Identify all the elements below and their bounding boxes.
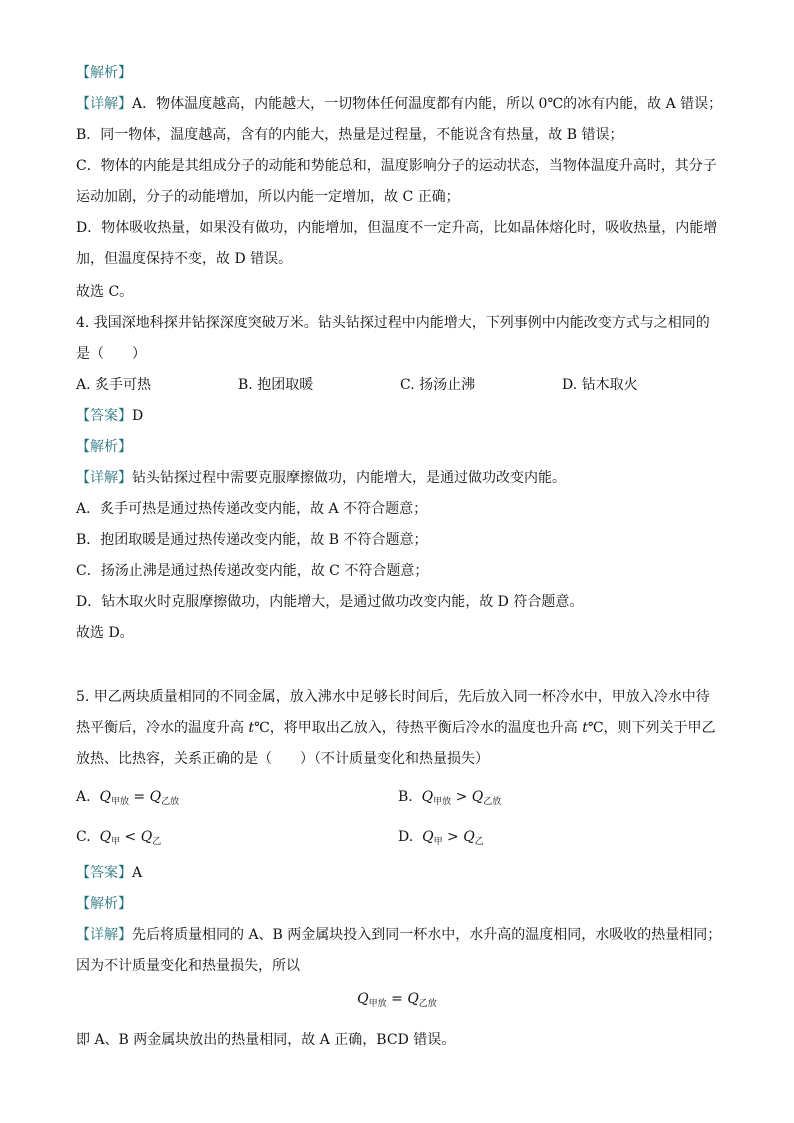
symbol-q: Q xyxy=(471,789,484,805)
subscript: 乙放 xyxy=(161,797,180,807)
analysis-heading: 【解析】 xyxy=(76,896,132,912)
explanation-line-b: B．抱团取暖是通过热传递改变内能，故 B 不符合题意； xyxy=(76,532,428,548)
detail-tag: 【详解】 xyxy=(76,96,132,112)
symbol-q: Q xyxy=(463,829,475,845)
symbol-q: Q xyxy=(99,789,111,805)
symbol-q: Q xyxy=(140,829,153,845)
operator: < xyxy=(120,829,141,845)
subscript: 乙放 xyxy=(418,999,437,1009)
explanation-line-d: D．钻木取火时克服摩擦做功，内能增大，是通过做功改变内能，故 D 符合题意。 xyxy=(76,594,584,610)
operator: > xyxy=(451,789,472,805)
symbol-q: Q xyxy=(421,789,434,805)
question-4-stem-cont: 是（ ） xyxy=(76,346,146,362)
question-5-stem-cont xyxy=(76,717,746,739)
symbol-q: Q xyxy=(99,829,112,845)
answer-tag: 【答案】 xyxy=(76,408,132,424)
symbol-q: Q xyxy=(357,991,369,1007)
answer-line xyxy=(76,862,746,884)
detail-line xyxy=(76,93,746,115)
operator: > xyxy=(442,829,464,845)
stem-text: ℃，将甲取出乙放入，待热平衡后冷水的温度也升高 xyxy=(254,720,583,736)
detail-line xyxy=(76,924,746,946)
subscript: 甲 xyxy=(111,837,121,847)
subscript: 甲放 xyxy=(368,999,387,1009)
answer-tag: 【答案】 xyxy=(76,865,132,881)
analysis-heading: 【解析】 xyxy=(76,65,132,81)
explanation-line-a: A．炙手可热是通过热传递改变内能，故 A 不符合题意； xyxy=(76,501,428,517)
option-b: B. 抱团取暖 xyxy=(238,377,314,393)
equation xyxy=(0,991,794,1009)
detail-text: A．物体温度越高，内能越大，一切物体任何温度都有内能，所以 0℃的冰有内能，故 A 错误； xyxy=(132,96,723,112)
explanation-line-b: B．同一物体，温度越高，含有的内能大，热量是过程量，不能说含有热量，故 B 错误； xyxy=(76,127,624,143)
operator: = xyxy=(386,991,408,1007)
explanation-line-c2: 运动加剧，分子的动能增加，所以内能一定增加，故 C 正确； xyxy=(76,189,460,205)
subscript: 乙 xyxy=(152,837,162,847)
detail-tag: 【详解】 xyxy=(76,927,132,943)
explanation-line-d2: 加，但温度保持不变，故 D 错误。 xyxy=(76,251,293,267)
explanation-line-d1: D．物体吸收热量，如果没有做功，内能增加，但温度不一定升高，比如晶体熔化时，吸收热量，内能增 xyxy=(76,220,718,236)
explanation-line-c: C．扬汤止沸是通过热传递改变内能，故 C 不符合题意； xyxy=(76,563,429,579)
detail-line-cont: 因为不计质量变化和热量损失，所以 xyxy=(76,958,300,974)
detail-text: 先后将质量相同的 A、B 两金属块投入到同一杯水中，水升高的温度相同，水吸收的热量相同； xyxy=(132,927,722,943)
detail-text: 钻头钻探过程中需要克服摩擦做功，内能增大，是通过做功改变内能。 xyxy=(132,470,566,486)
question-5-stem-cont: 放热、比热容，关系正确的是（ ）（不计质量变化和热量损失） xyxy=(76,751,489,767)
final-line: 即 A、B 两金属块放出的热量相同，故 A 正确，BCD 错误。 xyxy=(76,1032,456,1048)
question-4-stem: 4. 我国深地科探井钻探深度突破万米。钻头钻探过程中内能增大，下列事例中内能改变方式与之相同的 xyxy=(76,315,710,331)
option-d: D. 钻木取火 xyxy=(562,377,638,393)
option-label: D. xyxy=(398,829,414,845)
subscript: 乙放 xyxy=(483,797,502,807)
answer-line xyxy=(76,405,746,427)
subscript: 甲放 xyxy=(433,797,452,807)
option-c xyxy=(76,826,161,853)
stem-text: ℃，则下列关于甲乙 xyxy=(587,720,716,736)
option-b xyxy=(398,786,501,813)
subscript: 甲放 xyxy=(110,797,129,807)
subscript: 甲 xyxy=(433,837,443,847)
option-a xyxy=(76,786,179,813)
subscript: 乙 xyxy=(474,837,484,847)
conclusion: 故选 C。 xyxy=(76,284,134,300)
symbol-q: Q xyxy=(422,829,434,845)
explanation-line-c1: C．物体的内能是其组成分子的动能和势能总和，温度影响分子的运动状态，当物体温度升高时，其分子 xyxy=(76,158,717,174)
variable-t: t xyxy=(582,720,588,736)
answer-value: D xyxy=(132,408,144,424)
option-a: A. 炙手可热 xyxy=(76,377,152,393)
stem-text: 热平衡后，冷水的温度升高 xyxy=(76,720,249,736)
conclusion: 故选 D。 xyxy=(76,625,134,641)
symbol-q: Q xyxy=(407,991,419,1007)
analysis-heading: 【解析】 xyxy=(76,439,132,455)
option-c: C. 扬汤止沸 xyxy=(400,377,476,393)
question-5-stem: 5. 甲乙两块质量相同的不同金属，放入沸水中足够长时间后，先后放入同一杯冷水中，甲放入冷水中待 xyxy=(76,689,710,705)
variable-t: t xyxy=(248,720,255,736)
detail-tag: 【详解】 xyxy=(76,470,132,486)
option-label: A. xyxy=(76,789,91,805)
answer-value: A xyxy=(132,865,143,881)
detail-line xyxy=(76,467,746,489)
symbol-q: Q xyxy=(149,789,162,805)
option-label: C. xyxy=(76,829,91,845)
option-label: B. xyxy=(398,789,413,805)
operator: = xyxy=(128,789,150,805)
option-d xyxy=(398,826,484,853)
